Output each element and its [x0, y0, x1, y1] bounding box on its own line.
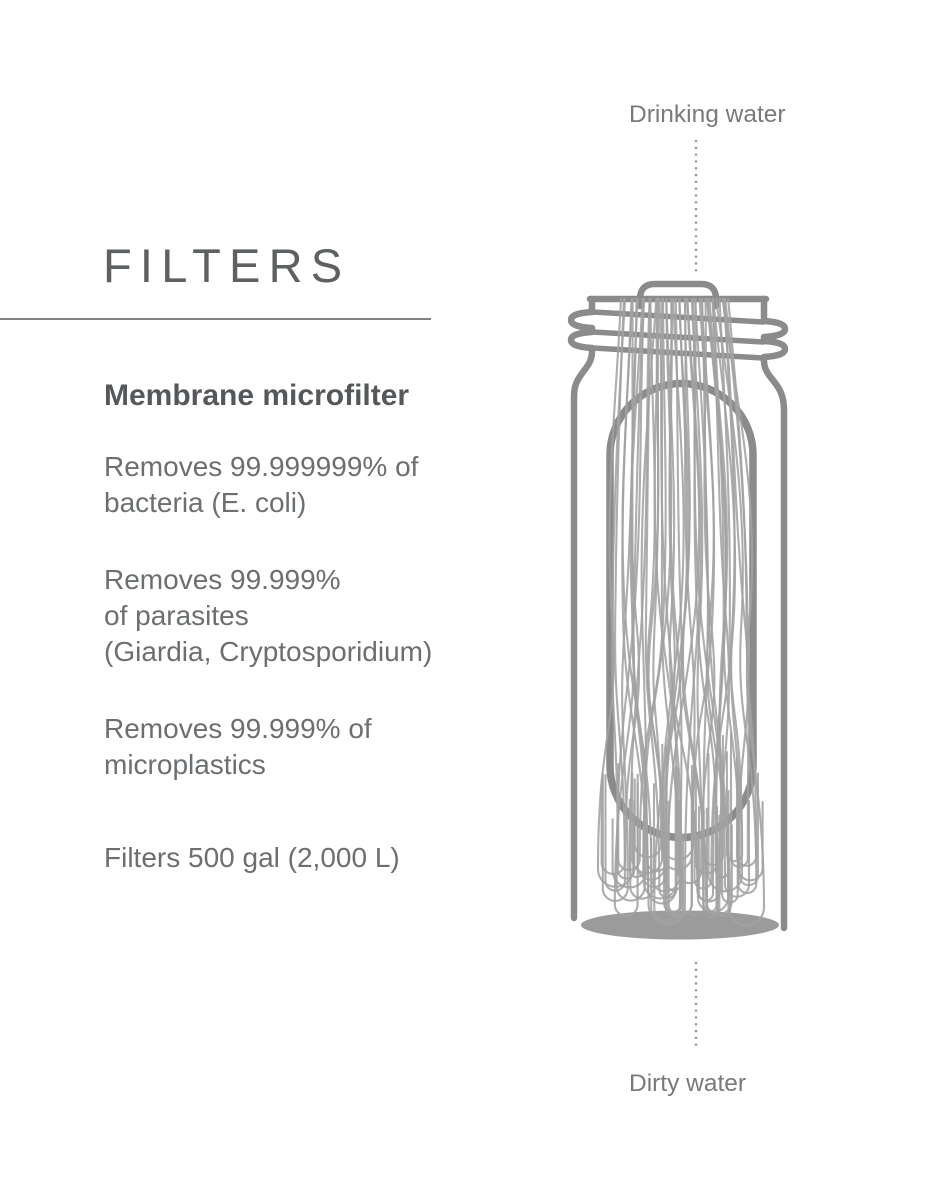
feature-line: microplastics [104, 749, 266, 780]
feature-microplastics [104, 711, 372, 783]
feature-line: Removes 99.999% of [104, 713, 372, 744]
feature-line: Filters 500 gal (2,000 L) [104, 842, 400, 873]
bottle-outline [571, 284, 785, 928]
inner-capsule [610, 384, 753, 838]
feature-capacity [104, 840, 400, 876]
cap-loop [640, 284, 716, 306]
feature-bacteria [104, 449, 418, 521]
page-title: FILTERS [103, 239, 351, 292]
feature-line: (Giardia, Cryptosporidium) [104, 636, 433, 667]
bottle-right-side [764, 299, 785, 928]
base-ellipse [581, 911, 779, 940]
section-heading: Membrane microfilter [104, 379, 410, 412]
bottle-left-side [571, 299, 592, 918]
feature-line: Removes 99.999999% of [104, 451, 419, 482]
dirty-water-label: Dirty water [629, 1070, 747, 1097]
fiber-strands [598, 298, 764, 925]
feature-parasites [104, 562, 432, 670]
title-divider-line [0, 318, 431, 320]
feature-line: of parasites [104, 600, 249, 631]
feature-line: Removes 99.999% [104, 564, 341, 595]
feature-line: bacteria (E. coli) [104, 487, 307, 518]
thread-rings [593, 312, 763, 358]
drinking-water-label: Drinking water [629, 101, 786, 128]
